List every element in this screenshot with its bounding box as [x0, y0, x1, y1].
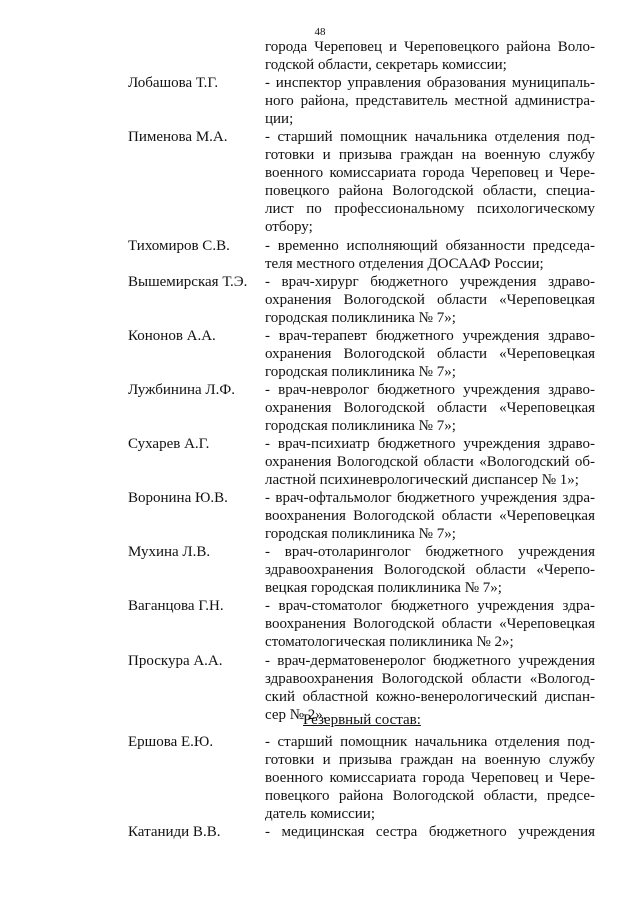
text-line: охранения Вологодской области «Вологодский об- — [265, 454, 595, 470]
text-line: - врач-дерматовенеролог бюджетного учреждения — [265, 653, 595, 669]
member-name: Ваганцова Г.Н. — [128, 598, 224, 614]
text-line: городская поликлиника № 7»; — [265, 310, 456, 326]
text-line: - врач-психиатр бюджетного учреждения здраво- — [265, 436, 595, 452]
text-line: лист по профессиональному психологическому — [265, 201, 595, 217]
member-name: Проскура А.А. — [128, 653, 223, 669]
member-name: Лужбинина Л.Ф. — [128, 382, 235, 398]
text-line: городская поликлиника № 7»; — [265, 418, 456, 434]
text-line: вецкая городская поликлиника № 7»; — [265, 580, 502, 596]
member-name: Сухарев А.Г. — [128, 436, 210, 452]
text-line: охранения Вологодской области «Череповецкая — [265, 346, 595, 362]
text-line: - старший помощник начальника отделения под- — [265, 129, 595, 145]
text-line: готовки и призыва граждан на военную службу — [265, 147, 595, 163]
text-line: датель комиссии; — [265, 806, 375, 822]
text-line: - врач-отоларинголог бюджетного учреждения — [265, 544, 595, 560]
member-name: Пименова М.А. — [128, 129, 228, 145]
member-name: Катаниди В.В. — [128, 824, 221, 840]
text-line: военного комиссариата города Череповец и Чере- — [265, 165, 595, 181]
text-line: ного района, представитель местной администра- — [265, 93, 595, 109]
text-line: ции; — [265, 111, 294, 127]
text-line: - инспектор управления образования муниципаль- — [265, 75, 595, 91]
text-line: - врач-хирург бюджетного учреждения здраво- — [265, 274, 595, 290]
text-line: охранения Вологодской области «Череповецкая — [265, 400, 595, 416]
text-line: города Череповец и Череповецкого района Воло- — [265, 39, 595, 55]
text-line: теля местного отделения ДОСААФ России; — [265, 256, 544, 272]
text-line: военного комиссариата города Череповец и Чере- — [265, 770, 595, 786]
member-name: Ершова Е.Ю. — [128, 734, 214, 750]
text-line: ский областной кожно-венерологический диспан- — [265, 689, 595, 705]
text-line: - врач-терапевт бюджетного учреждения здраво- — [265, 328, 595, 344]
text-line: охранения Вологодской области «Череповецкая — [265, 292, 595, 308]
text-line: сер № 2». — [265, 707, 327, 723]
member-name: Лобашова Т.Г. — [128, 75, 219, 91]
text-line: повецкого района Вологодской области, предсе- — [265, 788, 595, 804]
text-line: - врач-стоматолог бюджетного учреждения здра- — [265, 598, 595, 614]
text-line: здравоохранения Вологодской области «Черепо- — [265, 562, 595, 578]
text-line: - врач-офтальмолог бюджетного учреждения здра- — [265, 490, 595, 506]
text-line: стоматологическая поликлиника № 2»; — [265, 634, 514, 650]
member-name: Воронина Ю.В. — [128, 490, 228, 506]
page-number: 48 — [314, 26, 326, 38]
text-line: - врач-невролог бюджетного учреждения здраво- — [265, 382, 595, 398]
text-line: воохранения Вологодской области «Череповецкая — [265, 616, 595, 632]
text-line: здравоохранения Вологодской области «Вологод- — [265, 671, 595, 687]
text-line: городская поликлиника № 7»; — [265, 364, 456, 380]
member-name: Кононов А.А. — [128, 328, 216, 344]
text-line: повецкого района Вологодской области, специа- — [265, 183, 595, 199]
text-line: городская поликлиника № 7»; — [265, 526, 456, 542]
member-name: Мухина Л.В. — [128, 544, 211, 560]
text-line: - старший помощник начальника отделения под- — [265, 734, 595, 750]
text-line: - временно исполняющий обязанности председа- — [265, 238, 595, 254]
reserve-heading: Резервный состав: — [303, 712, 421, 728]
text-line: готовки и призыва граждан на военную службу — [265, 752, 595, 768]
text-line: воохранения Вологодской области «Череповецкая — [265, 508, 595, 524]
text-line: отбору; — [265, 219, 313, 235]
member-name: Тихомиров С.В. — [128, 238, 230, 254]
text-line: годской области, секретарь комиссии; — [265, 57, 507, 73]
member-name: Вышемирская Т.Э. — [128, 274, 248, 290]
text-line: - медицинская сестра бюджетного учреждения — [265, 824, 595, 840]
text-line: ластной психиневрологический диспансер № 1»; — [265, 472, 579, 488]
